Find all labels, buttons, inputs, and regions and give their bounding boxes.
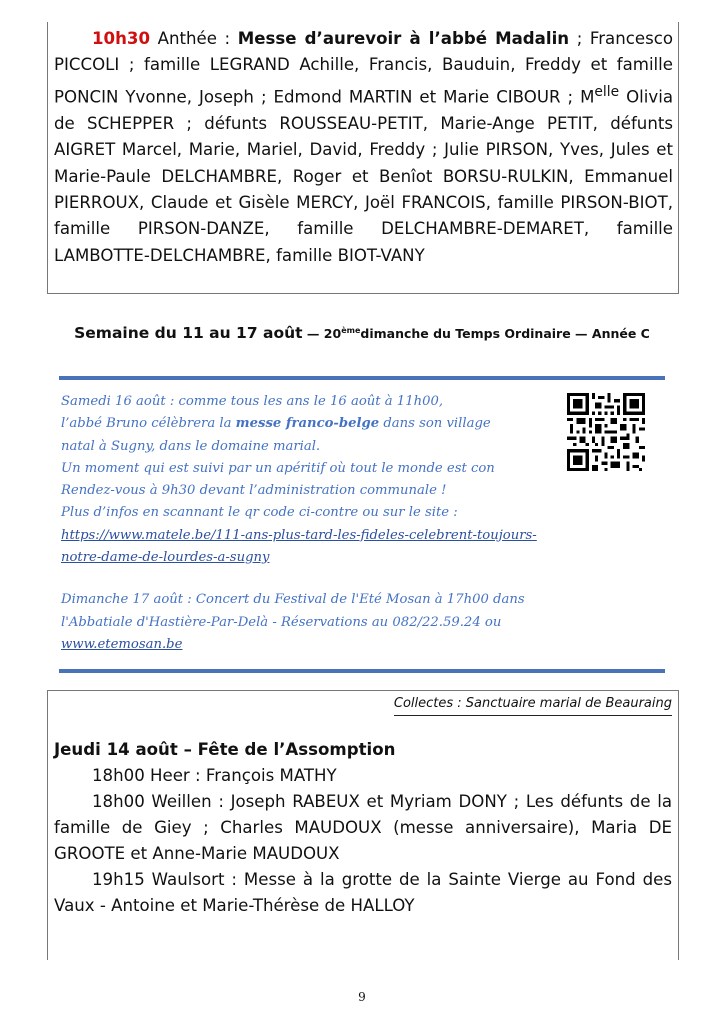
mass-entry-text: 19h15 Waulsort : Messe à la grotte de la Sainte Vierge au Fond des Vaux - Antoine et Marie-Thérèse de HALLOY	[54, 870, 672, 915]
week-sup: ème	[341, 325, 361, 335]
mass-title: Messe d’aurevoir à l’abbé Madalin	[237, 29, 570, 48]
messe-franco-belge: messe franco-belge	[235, 416, 380, 432]
announcement-line	[61, 413, 641, 435]
announcement-block	[61, 391, 641, 656]
matele-link-continued[interactable]: notre-dame-de-lourdes-a-sugny	[61, 550, 270, 566]
mass-entry-heer	[54, 763, 672, 789]
week-dash: — 20	[302, 326, 342, 341]
page-number: 9	[358, 990, 366, 1004]
concert-line: l'Abbatiale d'Hastière-Par-Delà - Réservations au 082/22.59.24 ou	[61, 614, 502, 630]
mass-time: 10h30	[92, 29, 150, 48]
top-blue-rule	[59, 376, 665, 380]
announcement-line: natal à Sugny, dans le domaine marial.	[61, 438, 321, 454]
mass-entry-waulsort	[54, 867, 672, 919]
announcement-line: Un moment qui est suivi par un apéritif où tout le monde est con	[61, 460, 495, 476]
announcement-line: Rendez-vous à 9h30 devant l’administration communale !	[61, 483, 447, 499]
bottom-blue-rule	[59, 669, 665, 673]
mass-entry-text: 18h00 Weillen : Joseph RABEUX et Myriam DONY ; Les défunts de la famille de Giey ; Charles MAUDOUX (messe anniversaire), Maria DE GROOTE et Anne-Marie MAUDOUX	[54, 792, 672, 863]
mass-entry-text: 18h00 Heer : François MATHY	[92, 766, 337, 785]
mass-place: Anthée :	[150, 29, 238, 48]
announcement-line: Plus d’infos en scannant le qr code ci-contre ou sur le site :	[61, 505, 458, 521]
intentions-part-1: ; Francesco PICCOLI ; famille LEGRAND Achille, Francis, Bauduin, Freddy et famille PONCIN Yvonne, Joseph ; Edmond MARTIN et Marie CIBOUR ; M	[54, 29, 673, 107]
matele-link[interactable]: https://www.matele.be/111-ans-plus-tard-les-fideles-celebrent-toujours-	[61, 527, 537, 543]
anthee-intentions	[48, 22, 678, 269]
announcement-text: dans son village	[379, 416, 491, 432]
intentions-box-anthee	[47, 22, 679, 294]
mass-entry-weillen	[54, 789, 672, 867]
intentions-box-assomption	[47, 690, 679, 960]
concert-line: Dimanche 17 août : Concert du Festival de l'Eté Mosan à 17h00 dans	[61, 592, 525, 608]
announcement-line: Samedi 16 août : comme tous les ans le 16 août à 11h00,	[61, 394, 444, 409]
day-heading: Jeudi 14 août – Fête de l’Assomption	[54, 740, 396, 759]
week-dates: Semaine du 11 au 17 août	[74, 324, 303, 342]
week-heading	[0, 324, 724, 342]
announcement-text: l’abbé Bruno célèbrera la	[61, 416, 236, 432]
title-abbreviation: elle	[594, 83, 620, 100]
intentions-part-2: Olivia de SCHEPPER ; défunts ROUSSEAU-PETIT, Marie-Ange PETIT, défunts AIGRET Marcel, Marie, Mariel, David, Freddy ; Julie PIRSON, Yves, Jules et Marie-Paule DELCHAMBRE, Roger et Benîot BORSU-RULKIN, Emmanuel PIERROUX, Claude et Gisèle MERCY, Joël FRANCOIS, famille PIRSON-BIOT, famille PIRSON-DANZE, famille DELCHAMBRE-DEMARET, famille LAMBOTTE-DELCHAMBRE, famille BIOT-VANY	[54, 87, 674, 265]
week-liturgy: dimanche du Temps Ordinaire — Année C	[360, 326, 650, 341]
collectes-note: Collectes : Sanctuaire marial de Beauraing	[394, 693, 672, 716]
qr-code-icon[interactable]	[567, 393, 645, 471]
etemosan-link[interactable]: www.etemosan.be	[61, 636, 183, 652]
